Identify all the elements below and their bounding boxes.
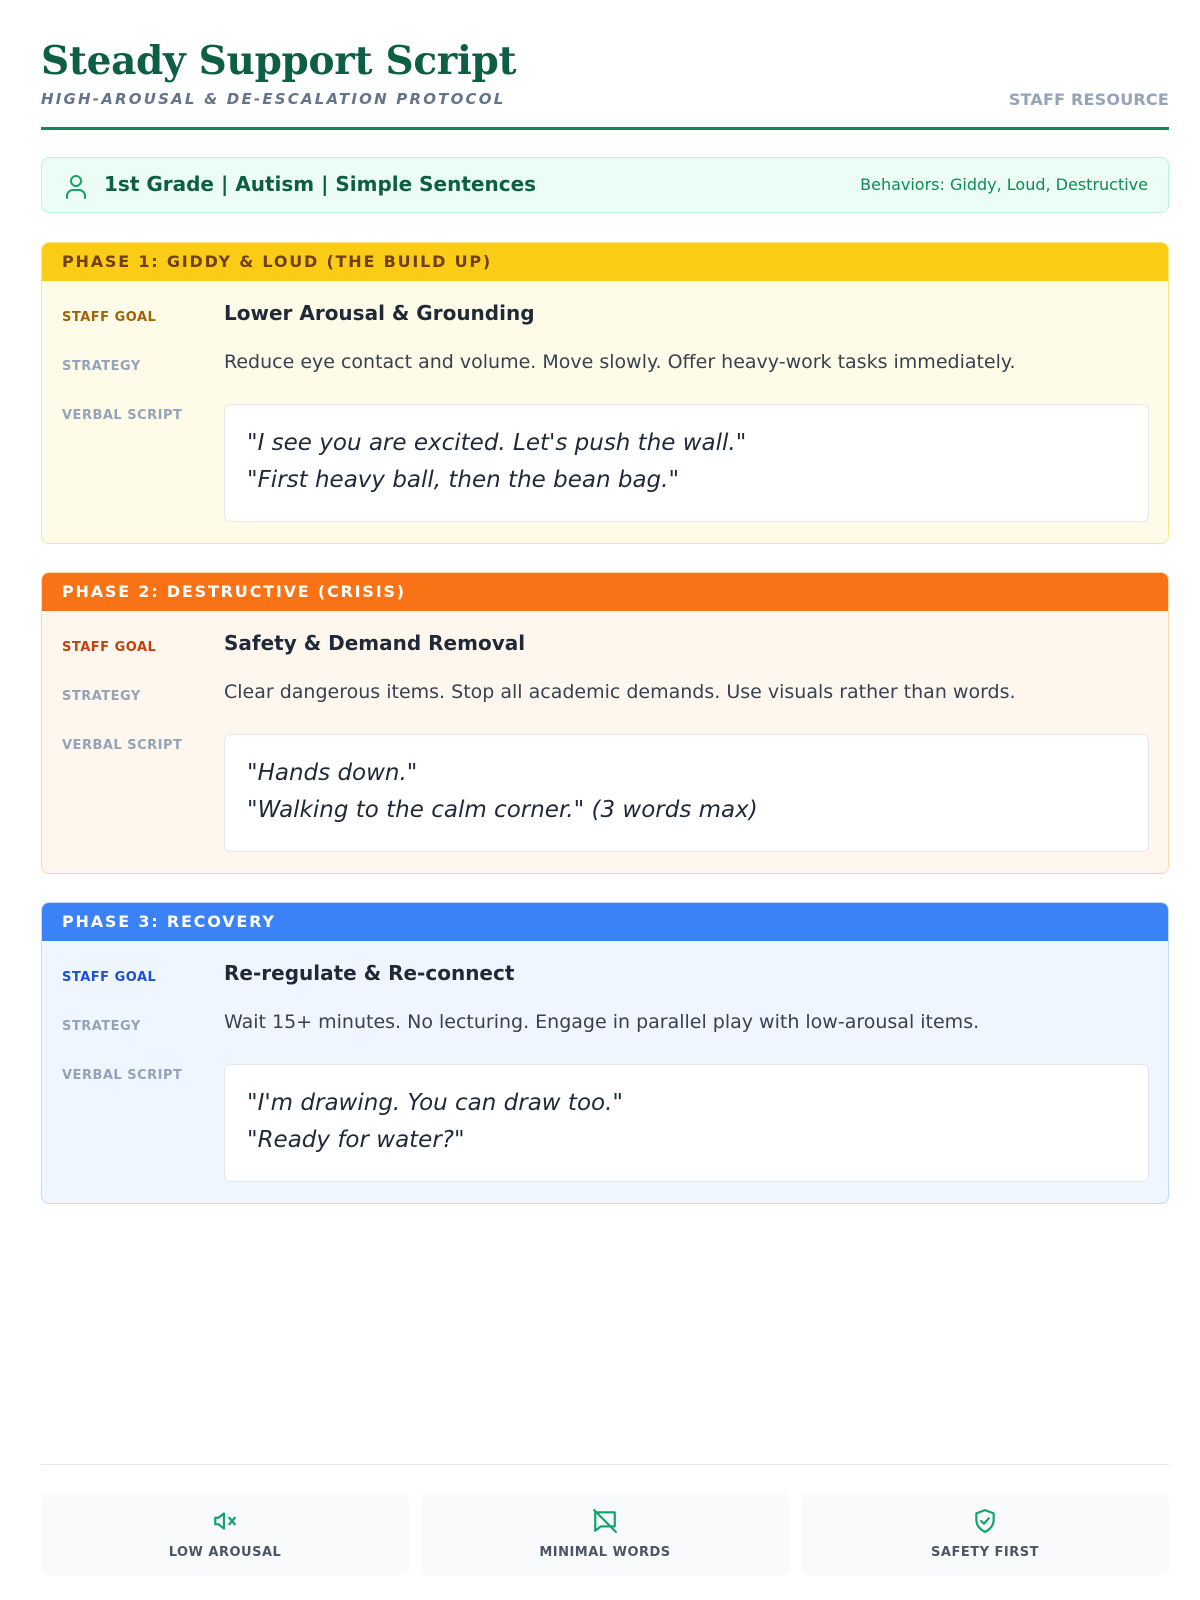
strategy-value: Clear dangerous items. Stop all academic demands. Use visuals rather than words. bbox=[224, 681, 1016, 703]
verbal-script-label: VERBAL SCRIPT bbox=[62, 408, 183, 423]
strategy-value: Wait 15+ minutes. No lecturing. Engage in parallel play with low-arousal items. bbox=[224, 1011, 980, 1033]
script-line: "Hands down." bbox=[247, 760, 418, 786]
chip-label: MINIMAL WORDS bbox=[539, 1545, 671, 1560]
strategy-label: STRATEGY bbox=[62, 689, 141, 704]
strategy-label: STRATEGY bbox=[62, 1019, 141, 1034]
staff-goal-value: Re-regulate & Re-connect bbox=[224, 961, 515, 985]
strategy-value: Reduce eye contact and volume. Move slowly. Offer heavy-work tasks immediately. bbox=[224, 351, 1016, 373]
staff-goal-value: Safety & Demand Removal bbox=[224, 631, 526, 655]
footer-chip-low-arousal bbox=[41, 1493, 409, 1575]
staff-goal-label: STAFF GOAL bbox=[62, 970, 157, 985]
phase-title: PHASE 2: DESTRUCTIVE (CRISIS) bbox=[42, 573, 1168, 611]
script-line: "I'm drawing. You can draw too." bbox=[247, 1090, 623, 1116]
user-icon bbox=[64, 173, 88, 199]
phase-card-3 bbox=[41, 902, 1169, 1204]
phase-title: PHASE 3: RECOVERY bbox=[42, 903, 1168, 941]
behaviors-text: Behaviors: Giddy, Loud, Destructive bbox=[860, 175, 1148, 194]
chip-label: SAFETY FIRST bbox=[931, 1545, 1039, 1560]
script-line: "First heavy ball, then the bean bag." bbox=[247, 467, 680, 493]
strategy-label: STRATEGY bbox=[62, 359, 141, 374]
footer-divider bbox=[41, 1464, 1169, 1465]
phase-title: PHASE 1: GIDDY & LOUD (THE BUILD UP) bbox=[42, 243, 1168, 281]
phase-card-1 bbox=[41, 242, 1169, 544]
shield-check-icon bbox=[972, 1508, 998, 1534]
footer-chip-minimal-words bbox=[421, 1493, 789, 1575]
profile-summary: 1st Grade | Autism | Simple Sentences bbox=[104, 172, 537, 196]
chip-label: LOW AROUSAL bbox=[168, 1545, 282, 1560]
script-line: "Ready for water?" bbox=[247, 1127, 465, 1153]
verbal-script-box bbox=[224, 404, 1149, 522]
verbal-script-box bbox=[224, 1064, 1149, 1182]
staff-goal-value: Lower Arousal & Grounding bbox=[224, 301, 535, 325]
page-subtitle: HIGH-AROUSAL & DE-ESCALATION PROTOCOL bbox=[41, 90, 506, 108]
footer-chip-safety-first bbox=[801, 1493, 1169, 1575]
script-line: "I see you are excited. Let's push the wall." bbox=[247, 430, 747, 456]
volume-mute-icon bbox=[212, 1508, 238, 1534]
staff-goal-label: STAFF GOAL bbox=[62, 310, 157, 325]
message-off-icon bbox=[592, 1508, 618, 1534]
student-profile bbox=[41, 157, 1169, 213]
page-title: Steady Support Script bbox=[41, 38, 517, 84]
phase-card-2 bbox=[41, 572, 1169, 874]
verbal-script-label: VERBAL SCRIPT bbox=[62, 738, 183, 753]
script-line: "Walking to the calm corner." (3 words max) bbox=[247, 797, 758, 823]
verbal-script-label: VERBAL SCRIPT bbox=[62, 1068, 183, 1083]
staff-goal-label: STAFF GOAL bbox=[62, 640, 157, 655]
resource-tag: STAFF RESOURCE bbox=[1008, 90, 1169, 109]
verbal-script-box bbox=[224, 734, 1149, 852]
page-header bbox=[41, 36, 1169, 130]
